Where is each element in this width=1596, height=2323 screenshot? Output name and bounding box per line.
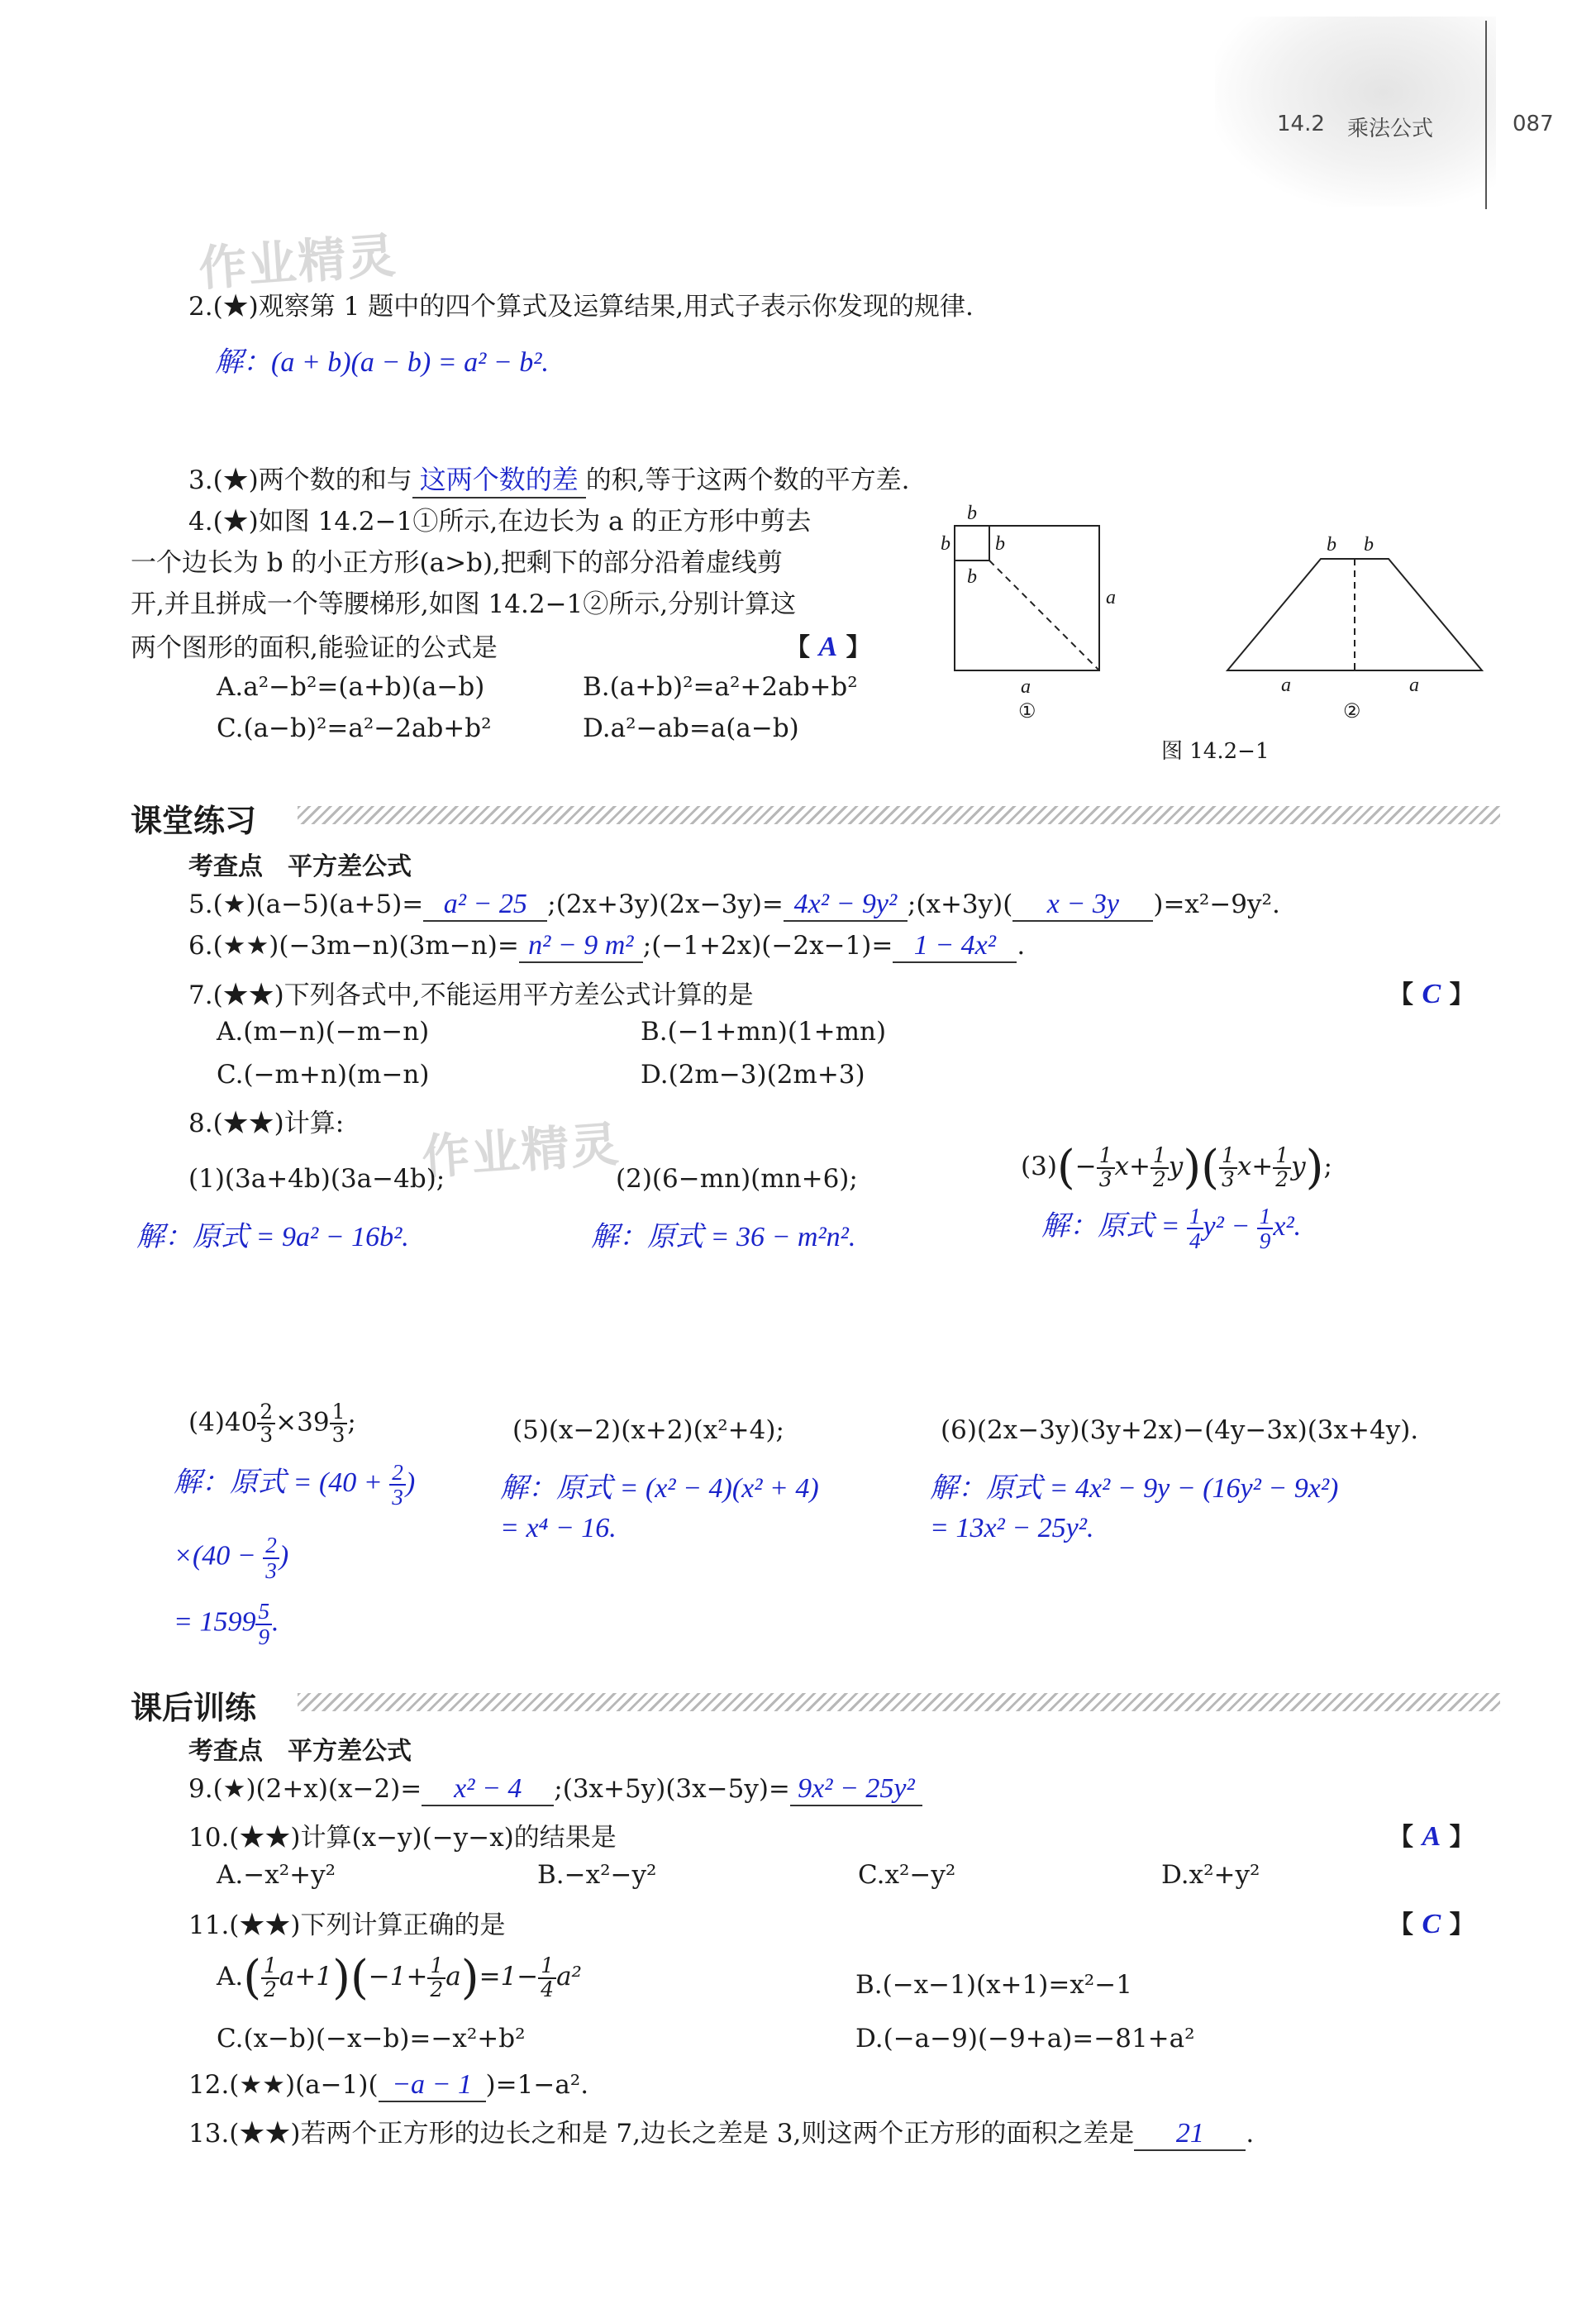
answer-bracket-7: 【 C 】 xyxy=(1389,979,1475,1009)
option-4a: A.a²−b²=(a+b)(a−b) xyxy=(217,672,485,702)
page-number: 087 xyxy=(1513,112,1554,136)
kaodian-2: 考查点 平方差公式 xyxy=(188,1737,412,1766)
answer-bracket-11: 【 C 】 xyxy=(1389,1909,1475,1939)
section-title-classroom: 课堂练习 xyxy=(131,803,257,839)
answer-bracket-10: 【 A 】 xyxy=(1389,1821,1475,1852)
figure-caption: 图 14.2−1 xyxy=(1161,739,1270,764)
question-4-line1: 4.(★)如图 14.2−1①所示,在边长为 a 的正方形中剪去 xyxy=(188,507,812,537)
label-a: a xyxy=(1409,675,1419,696)
answer-7: C xyxy=(1422,979,1441,1009)
answer-5c: x − 3y xyxy=(1012,889,1153,922)
question-8-1: (1)(3a+4b)(3a−4b); xyxy=(188,1164,445,1194)
question-8-3: (3)(− $\frac{1}{3}$ x+ $\frac{1}{2}$ y)( $\frac{1}{3}$ x+ $\frac{1}{2}$ y); xyxy=(1021,1141,1332,1195)
option-11a: A.( $\frac{1}{2}$ a+1)(−1+ $\frac{1}{2}$ a)=1− $\frac{1}{4}$ a² xyxy=(217,1951,582,2005)
question-4-line4: 两个图形的面积,能验证的公式是 xyxy=(131,633,498,663)
answer-bracket-4: 【 A 】 xyxy=(785,632,871,662)
question-10: 10.(★★)计算(x−y)(−y−x)的结果是 xyxy=(188,1823,617,1853)
label-b: b xyxy=(1364,534,1374,556)
question-3: 3.(★)两个数的和与 这两个数的差 的积,等于这两个数的平方差. xyxy=(188,459,909,498)
label-a: a xyxy=(1281,675,1291,696)
figure-14-2-1 xyxy=(926,496,1504,769)
answer-8-1: 解：原式 = 9a² − 16b². xyxy=(136,1222,409,1252)
option-4c: C.(a−b)²=a²−2ab+b² xyxy=(217,713,492,743)
figure-2-trapezoid xyxy=(1227,534,1482,723)
question-7: 7.(★★)下列各式中,不能运用平方差公式计算的是 xyxy=(188,980,754,1010)
label-a: a xyxy=(1021,676,1031,698)
label-b: b xyxy=(967,566,977,588)
figure-1-square xyxy=(941,503,1116,723)
answer-8-4-line3: = 1599 $\frac{5}{9}$ . xyxy=(174,1599,279,1649)
answer-8-6-line2: = 13x² − 25y². xyxy=(930,1513,1094,1543)
section-divider xyxy=(298,1693,1500,1711)
option-10d: D.x²+y² xyxy=(1161,1860,1260,1890)
figure-1-label: ① xyxy=(1018,701,1036,723)
label-b: b xyxy=(995,533,1005,555)
label-a: a xyxy=(1106,587,1116,608)
option-11d: D.(−a−9)(−9+a)=−81+a² xyxy=(855,2024,1195,2053)
answer-8-2: 解：原式 = 36 − m²n². xyxy=(591,1222,856,1252)
question-8: 8.(★★)计算: xyxy=(188,1109,345,1138)
label-b: b xyxy=(1327,534,1336,556)
question-9: 9.(★)(2+x)(x−2)= x² − 4 ;(3x+5y)(3x−5y)= 9x² − 25y² xyxy=(188,1773,922,1806)
answer-8-4-line1: 解：原式 = (40 + $\frac{2}{3}$ ) xyxy=(174,1459,416,1510)
kaodian-1: 考查点 平方差公式 xyxy=(188,852,412,881)
question-11: 11.(★★)下列计算正确的是 xyxy=(188,1910,506,1940)
header-title: 乘法公式 xyxy=(1347,117,1434,141)
option-10c: C.x²−y² xyxy=(858,1860,956,1890)
option-11b: B.(−x−1)(x+1)=x²−1 xyxy=(855,1970,1132,2000)
answer-9b: 9x² − 25y² xyxy=(790,1773,922,1806)
label-b: b xyxy=(941,533,950,555)
section-title-after-class: 课后训练 xyxy=(131,1690,257,1726)
figure-2-label: ② xyxy=(1343,701,1361,723)
watermark: 作业精灵 xyxy=(197,227,399,298)
header-section: 14.2 xyxy=(1277,112,1325,136)
answer-8-3: 解：原式 = $\frac{1}{4}$ y² − $\frac{1}{9}$ x². xyxy=(1041,1203,1302,1254)
question-2: 2.(★)观察第 1 题中的四个算式及运算结果,用式子表示你发现的规律. xyxy=(188,292,974,322)
question-4-line3: 开,并且拼成一个等腰梯形,如图 14.2−1②所示,分别计算这 xyxy=(131,589,797,619)
question-13: 13.(★★)若两个正方形的边长之和是 7,边长之差是 3,则这两个正方形的面积之差是 21 . xyxy=(188,2112,1254,2151)
answer-5b: 4x² − 9y² xyxy=(784,889,908,922)
option-4b: B.(a+b)²=a²+2ab+b² xyxy=(583,672,858,702)
question-4-line2: 一个边长为 b 的小正方形(a>b),把剩下的部分沿着虚线剪 xyxy=(131,548,783,578)
answer-8-5-line1: 解：原式 = (x² − 4)(x² + 4) xyxy=(500,1473,819,1504)
question-5: 5.(★)(a−5)(a+5)= a² − 25 ;(2x+3y)(2x−3y)= 4x² − 9y² ;(x+3y)( x − 3y )=x²−9y². xyxy=(188,889,1280,922)
question-12: 12.(★★)(a−1)( −a − 1 )=1−a². xyxy=(188,2069,588,2102)
answer-12: −a − 1 xyxy=(379,2069,486,2102)
answer-11: C xyxy=(1422,1909,1441,1939)
answer-8-4-line2: ×(40 − $\frac{2}{3}$ ) xyxy=(174,1533,289,1583)
question-8-4: (4)40 $\frac{2}{3}$ ×39 $\frac{1}{3}$ ; xyxy=(188,1400,356,1448)
option-10b: B.−x²−y² xyxy=(537,1860,657,1890)
option-7b: B.(−1+mn)(1+mn) xyxy=(641,1017,887,1047)
answer-5a: a² − 25 xyxy=(423,889,547,922)
option-11c: C.(x−b)(−x−b)=−x²+b² xyxy=(217,2024,526,2053)
answer-3: 这两个数的差 xyxy=(412,459,586,498)
answer-13: 21 xyxy=(1134,2118,1246,2151)
question-8-5: (5)(x−2)(x+2)(x²+4); xyxy=(512,1415,784,1445)
watermark: 作业精灵 xyxy=(420,1115,622,1186)
answer-4: A xyxy=(818,632,838,662)
option-10a: A.−x²+y² xyxy=(217,1860,336,1890)
section-divider xyxy=(298,806,1500,824)
answer-8-6-line1: 解：原式 = 4x² − 9y − (16y² − 9x²) xyxy=(930,1473,1339,1504)
option-4d: D.a²−ab=a(a−b) xyxy=(583,713,799,743)
question-8-2: (2)(6−mn)(mn+6); xyxy=(616,1164,858,1194)
question-8-6: (6)(2x−3y)(3y+2x)−(4y−3x)(3x+4y). xyxy=(941,1415,1419,1445)
answer-2: 解：(a + b)(a − b) = a² − b². xyxy=(215,347,549,378)
answer-9a: x² − 4 xyxy=(422,1773,554,1806)
answer-8-5-line2: = x⁴ − 16. xyxy=(500,1513,617,1543)
option-7c: C.(−m+n)(m−n) xyxy=(217,1060,430,1090)
header-divider xyxy=(1485,21,1487,209)
label-b: b xyxy=(967,503,977,524)
answer-6a: n² − 9 m² xyxy=(519,930,643,963)
answer-6b: 1 − 4x² xyxy=(893,930,1017,963)
question-6: 6.(★★)(−3m−n)(3m−n)= n² − 9 m² ;(−1+2x)(−2x−1)= 1 − 4x² . xyxy=(188,930,1025,963)
answer-10: A xyxy=(1422,1821,1441,1852)
option-7d: D.(2m−3)(2m+3) xyxy=(641,1060,865,1090)
option-7a: A.(m−n)(−m−n) xyxy=(217,1017,430,1047)
